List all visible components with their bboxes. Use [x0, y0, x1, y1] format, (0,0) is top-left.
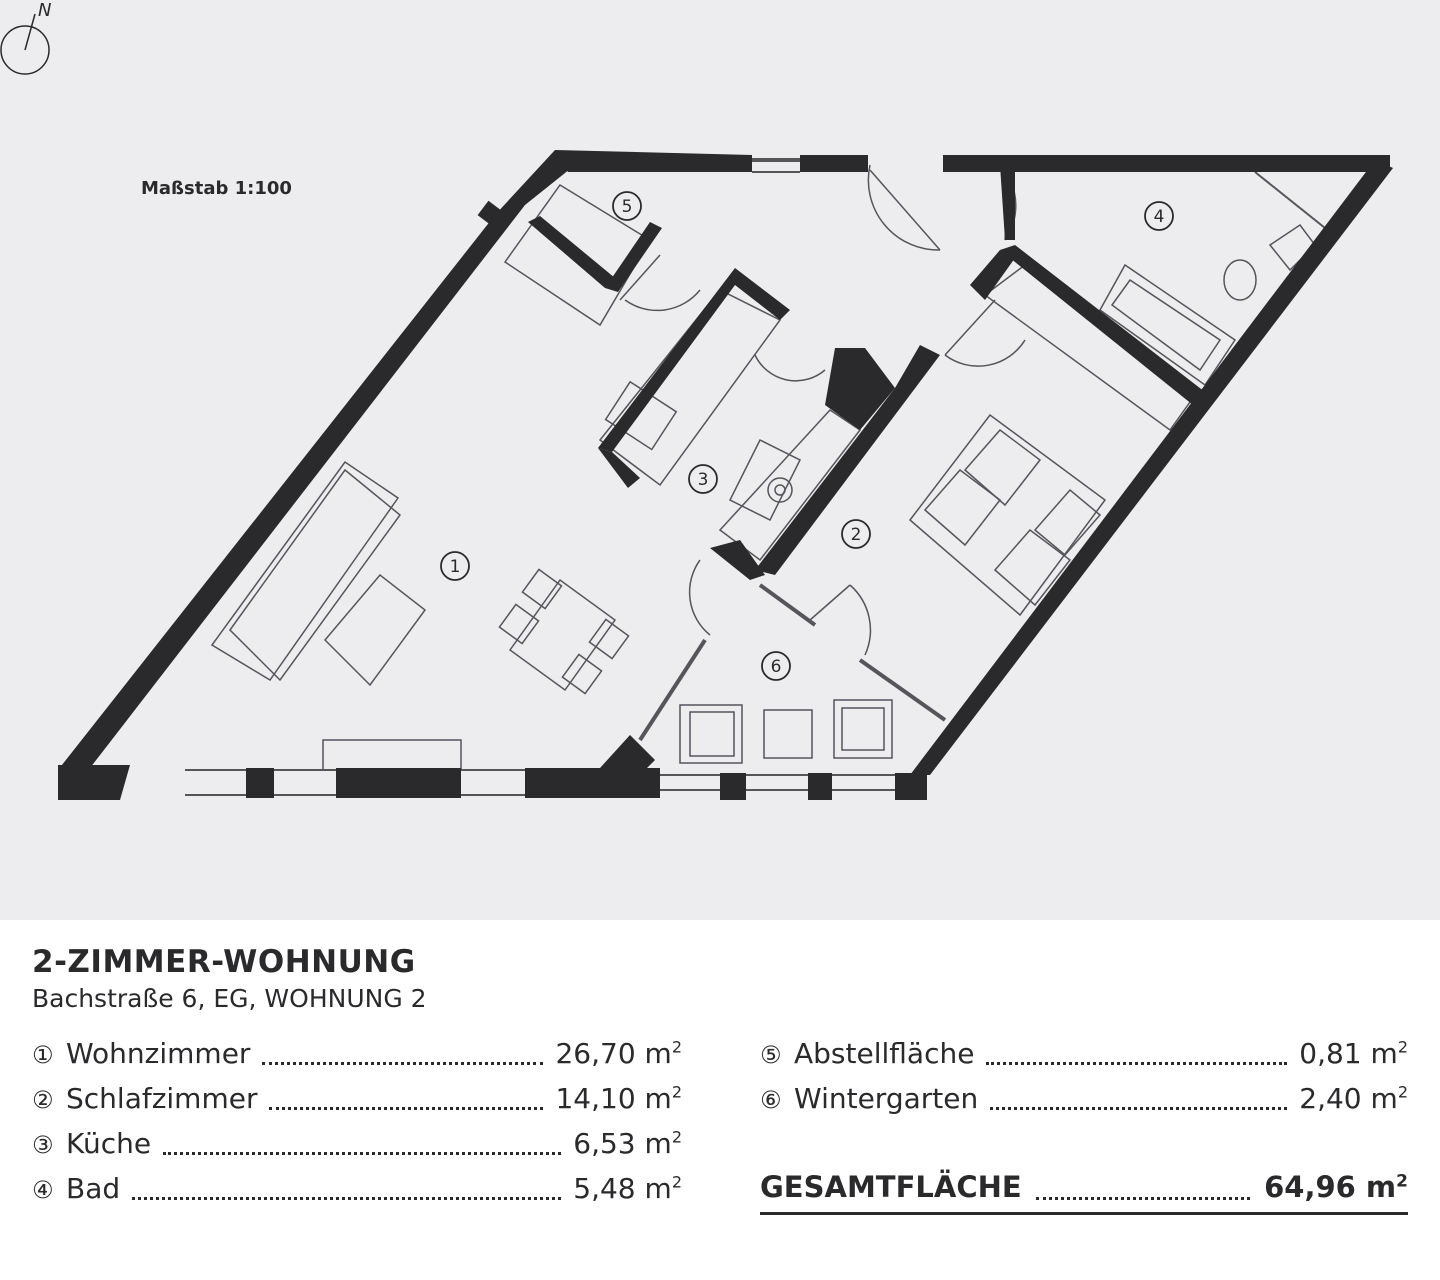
room-number: ⑤	[760, 1041, 782, 1069]
room-number: ③	[32, 1131, 54, 1159]
room-name: Küche	[66, 1127, 152, 1160]
leader-dots	[132, 1197, 561, 1200]
total-label: GESAMTFLÄCHE	[760, 1170, 1022, 1204]
leader-dots	[163, 1152, 561, 1155]
leader-dots	[986, 1062, 1287, 1065]
room-row-2	[32, 1082, 682, 1118]
room-row-1	[32, 1037, 682, 1073]
room-area: 14,10 $m^2$	[555, 1082, 682, 1115]
room-number: ①	[32, 1041, 54, 1069]
room-area: 2,40 $m^2$	[1299, 1082, 1408, 1115]
room-marker-1: 1	[449, 557, 461, 577]
leader-dots	[269, 1107, 543, 1110]
total-area: 64,96 $m^2$	[1264, 1170, 1408, 1204]
room-row-5	[760, 1037, 1408, 1073]
room-number: ④	[32, 1176, 54, 1204]
room-name: Schlafzimmer	[66, 1082, 258, 1115]
room-name: Abstellfläche	[794, 1037, 975, 1070]
room-area: 0,81 $m^2$	[1299, 1037, 1408, 1070]
leader-dots	[990, 1107, 1287, 1110]
compass-north-label: N	[38, 0, 52, 21]
room-area: 6,53 $m^2$	[573, 1127, 682, 1160]
room-row-3	[32, 1127, 682, 1163]
room-number: ②	[32, 1086, 54, 1114]
room-row-6	[760, 1082, 1408, 1118]
total-area-row	[760, 1170, 1408, 1215]
north-compass-icon	[0, 0, 60, 80]
room-area: 5,48 $m^2$	[573, 1172, 682, 1205]
room-name: Wintergarten	[794, 1082, 979, 1115]
room-number: ⑥	[760, 1086, 782, 1114]
room-name: Bad	[66, 1172, 121, 1205]
apartment-title: 2-ZIMMER-WOHNUNG	[32, 944, 416, 980]
room-name: Wohnzimmer	[66, 1037, 251, 1070]
room-area: 26,70 $m^2$	[555, 1037, 682, 1070]
leader-dots	[262, 1062, 543, 1065]
room-marker-4: 4	[1153, 207, 1165, 227]
room-marker-3: 3	[697, 470, 709, 490]
room-row-4	[32, 1172, 682, 1208]
apartment-address: Bachstraße 6, EG, WOHNUNG 2	[32, 984, 427, 1013]
leader-dots	[1036, 1197, 1250, 1200]
scale-label: Maßstab 1:100	[141, 178, 292, 199]
room-marker-2: 2	[850, 525, 862, 545]
room-marker-6: 6	[770, 657, 782, 677]
room-marker-5: 5	[621, 197, 633, 217]
walls	[58, 150, 1393, 800]
